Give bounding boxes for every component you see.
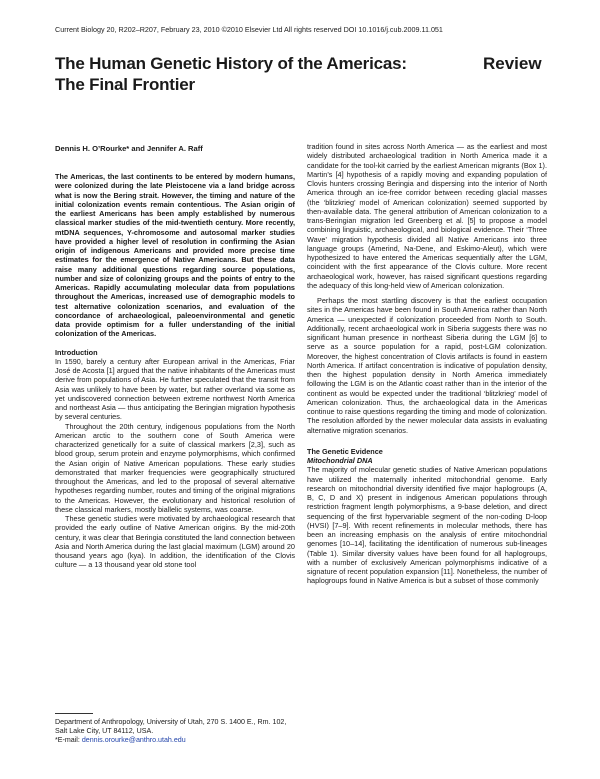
journal-citation: Current Biology 20, R202–R207, February 23, 2010 ©2010 Elsevier Ltd All rights reserved DOI 10.1016/j.cub.2009.11.051 xyxy=(55,25,443,34)
author-list: Dennis H. O’Rourke* and Jennifer A. Raff xyxy=(55,144,203,153)
article-title xyxy=(55,53,455,95)
left-column xyxy=(55,172,295,570)
intro-paragraph-3: These genetic studies were motivated by archaeological research that provided the early outline of Native American origins. By the mid-20th century, it was clear that Beringia constituted the land connection between Asia and North America during the last glacial maximum (LGM) around 20 thousand years ago (kya). In addition, the identification of the Clovis culture — a 13 thousand year old stone tool xyxy=(55,514,295,570)
email-link[interactable]: dennis.orourke@anthro.utah.edu xyxy=(81,736,186,745)
body-paragraph-3: The majority of molecular genetic studies of Native American populations have utilized the maternally inherited mitochondrial genome. Early research on mitochondrial diversity identified five major haplogroups (A, B, C, D and X) present in indigenous American populations through restriction fragment length polymorphisms, a 9-base deletion, and direct sequencing of the first hypervariable segment of the non-coding D-loop (HVSI) [7–9]. With recent refinements in molecular methods, there has been an increasing emphasis on the analysis of entire mitochondrial genomes [10–14], facilitating the identification of numerous sub-lineages (Table 1). Similar diversity values have been found for all haplogroups, with a number of exclusively American polymorphisms indicative of a signature of recent population expansion [11]. Nonetheless, the number of haplogroups found in Native America is but a subset of those commonly xyxy=(307,465,547,586)
footnote-divider xyxy=(55,713,93,714)
body-paragraph-1: tradition found in sites across North America — as the earliest and most widely distributed archaeological tradition in North America made it a candidate for the tool-kit carried by the earliest American migrants (Box 1). Martin’s [4] hypothesis of a rapidly moving and expanding population of Clovis hunters crossing Beringia and dispersing into the interior of North America through an ice-free corridor between receding glacial masses (the ‘blitzkrieg’ model of American colonization) seemed supported by then-available data. The general attribution of American colonization to a trans-Beringian migration led Greenberg et al. [5] to propose a model combining linguistic, archaeological, and biological evidence. Their ‘Three Wave’ migration hypothesis divided all Native Americans into three language groups (Amerind, Na-Dene, and Eskimo-Aleut), which were hypothesized to have entered the Americas sequentially after the LGM, coincident with the first appearance of the Clovis culture. More recent archaeological work, however, has raised significant questions regarding the adequacy of this long-held view of American colonization. xyxy=(307,142,547,290)
mitochondrial-dna-subheading: Mitochondrial DNA xyxy=(307,456,373,465)
email-label: *E-mail: xyxy=(55,736,80,745)
affiliation-address: Department of Anthropology, University of Utah, 270 S. 1400 E., Rm. 102, Salt Lake City, UT 84112, USA. xyxy=(55,718,287,736)
title-line-1: The Human Genetic History of the Americas: xyxy=(55,54,407,73)
intro-paragraph-2: Throughout the 20th century, indigenous populations from the North American arctic to the southern cone of South America were characterized genetically for a suite of classical markers [2,3], such as blood group, serum protein and enzyme polymorphisms, which confirmed the Asian origin of Native American populations. These early studies demonstrated that marker frequencies were geographically structured throughout the Americas, and led to the proposal of several alternative hypotheses regarding number, routes and timing of the original migrations to the Americas. However, the evolutionary and historical resolution of these classical markers, mostly biallelic systems, was coarse. xyxy=(55,421,295,514)
introduction-heading: Introduction xyxy=(55,347,98,357)
body-paragraph-2: Perhaps the most startling discovery is that the earliest occupation sites in the Americas have been found in South America rather than North America — unexpected if colonization proceeded from North to South. Additionally, recent archaeological work in Siberia suggests there was no significant human presence in northeast Siberia during the LGM [6] to serve as a source population for a rapid, post-LGM colonization. Moreover, the highest concentration of Clovis artifacts is found in eastern North America. If artifact concentration is indicative of population density, then the highest population density in North America immediately following the LGM is on the Atlantic coast rather than in the interior of the continent as would be expected under the traditional ‘blitzkrieg’ model of American colonization. Thus, the archaeological data in the Americas continue to raise questions regarding the timing and mode of colonization. The resolution afforded by the newer molecular data assists in evaluating alternative migration scenarios. xyxy=(307,296,547,435)
article-type-label: Review xyxy=(483,54,542,73)
intro-paragraph-1: In 1590, barely a century after European arrival in the Americas, Friar José de Acosta [1] argued that the native inhabitants of the Americas must derive from populations of Asia. He further speculated that the transit from Asia was unlikely to have been by water, but rather overland via some as yet undiscovered connection between extreme northwest North America and northeast Asia — thus anticipating the Beringian migration hypothesis by several centuries. xyxy=(55,356,295,422)
title-line-2: The Final Frontier xyxy=(55,75,195,94)
genetic-evidence-heading: The Genetic Evidence xyxy=(307,446,383,456)
email-line xyxy=(55,736,295,745)
abstract: The Americas, the last continents to be entered by modern humans, were colonized during the late Pleistocene via a land bridge across what is now the Bering strait. However, the timing and nature of the initial colonization events remain contentious. The Asian origin of the earliest Americans has been amply established by numerous classical marker studies of the mid-twentieth century. More recently, mtDNA sequences, Y-chromosome and autosomal marker studies have provided a higher level of resolution in confirming the Asian origin of indigenous Americans and provided more precise time estimates for the emergence of Native Americans. But these data raise many additional questions regarding source populations, number and size of colonizing groups and the points of entry to the Americas. Rapidly accumulating molecular data from populations throughout the Americas, increased use of demographic models to test alternative colonization scenarios, and evaluation of the concordance of archaeological, paleoenvironmental and genetic data provide optimism for a fuller understanding of the initial colonization of the Americas. xyxy=(55,172,295,339)
right-column xyxy=(307,142,547,586)
author-affiliation-footnote xyxy=(55,718,295,746)
